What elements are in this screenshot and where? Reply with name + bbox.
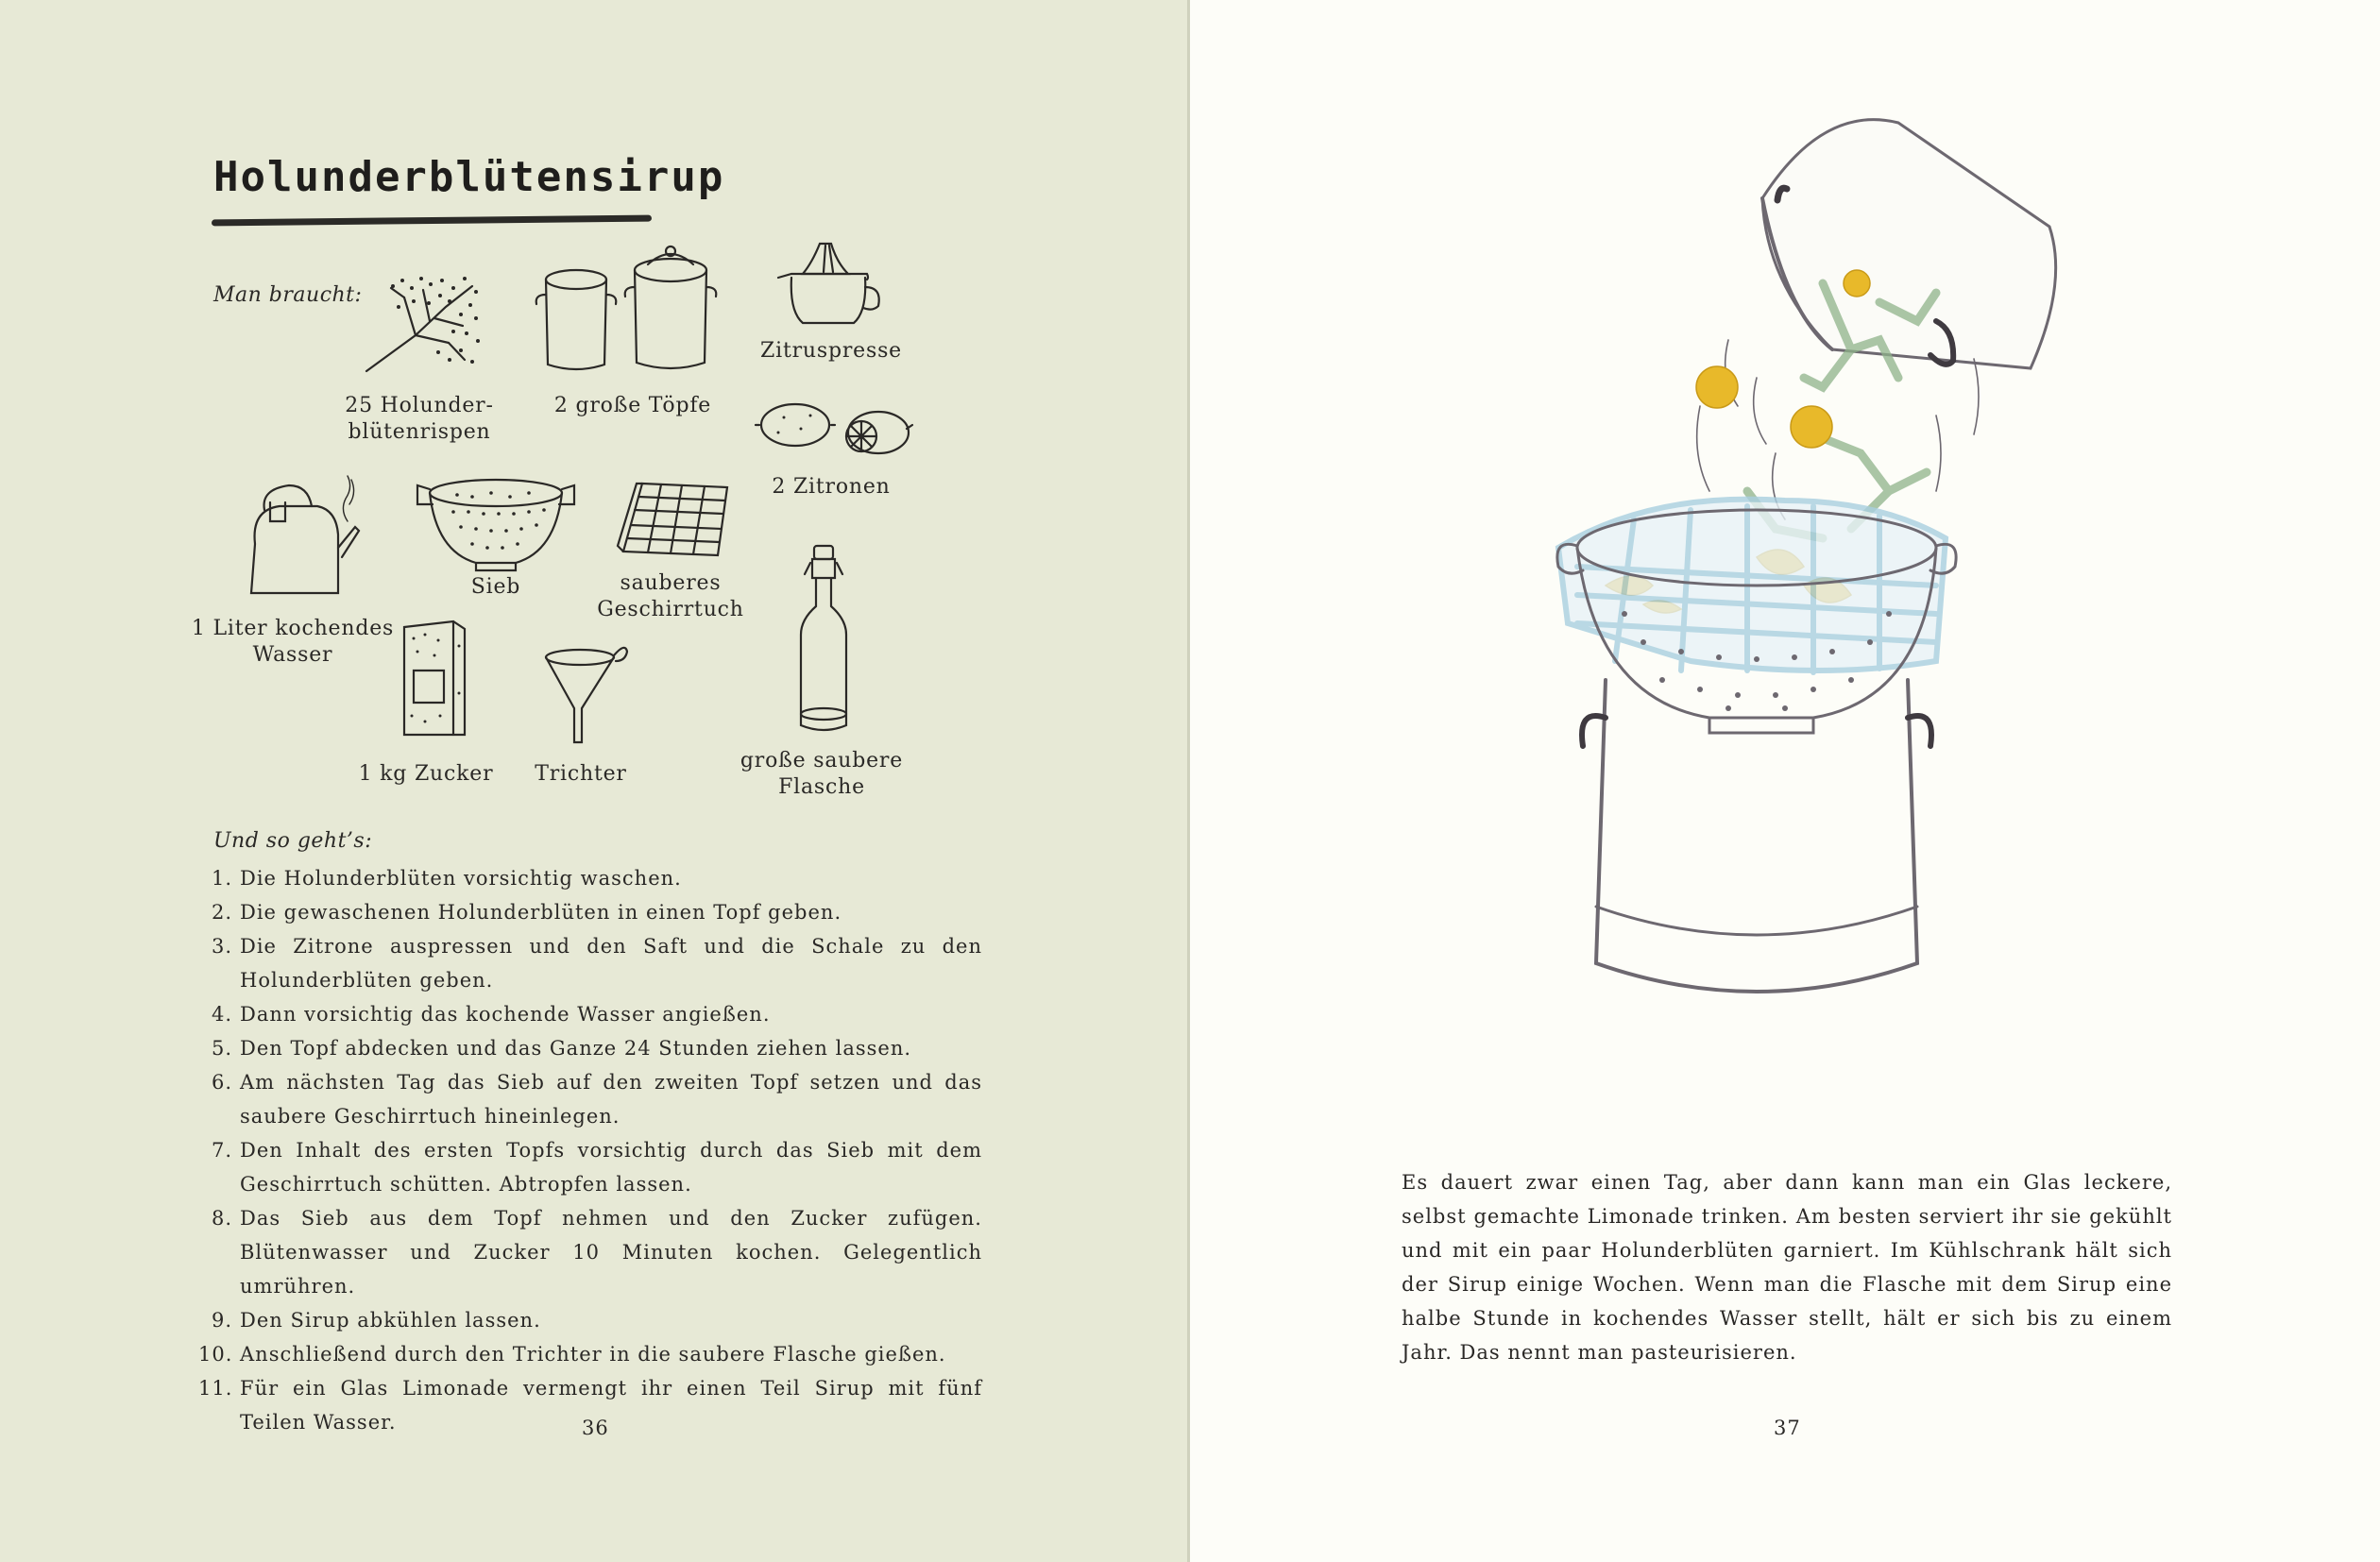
step-text: Die gewaschenen Holunderblüten in einen Topf geben. bbox=[240, 901, 842, 924]
step-text: Anschließend durch den Trichter in die saubere Flasche gießen. bbox=[240, 1343, 946, 1366]
sugar-bag-icon bbox=[397, 618, 472, 740]
kettle-icon bbox=[242, 472, 365, 604]
caption-funnel: Trichter bbox=[535, 762, 627, 786]
recipe-title: Holunderblütensirup bbox=[213, 153, 725, 201]
step-text: Das Sieb aus dem Topf nehmen und den Zucker zufügen. Blütenwasser und Zucker 10 Minuten kochen. Gelegentlich umrühren. bbox=[240, 1207, 982, 1298]
step-text: Den Sirup abkühlen lassen. bbox=[240, 1309, 541, 1332]
pouring-illustration bbox=[1539, 94, 2068, 1043]
step-text: Die Holunderblüten vorsichtig waschen. bbox=[240, 867, 682, 890]
funnel-icon bbox=[538, 642, 633, 746]
colander-icon bbox=[416, 472, 576, 576]
lemon-icon bbox=[756, 397, 916, 463]
step-6 bbox=[198, 1065, 982, 1133]
step-2 bbox=[198, 895, 982, 929]
step-5 bbox=[198, 1031, 982, 1065]
step-8 bbox=[198, 1201, 982, 1303]
step-number: 6. bbox=[211, 1071, 232, 1094]
ingredients-heading: Man braucht: bbox=[213, 283, 363, 307]
bottle-icon bbox=[791, 540, 858, 739]
closing-paragraph: Es dauert zwar einen Tag, aber dann kann man ein Glas leckere, selbst gemachte Limonade trinken. Am besten serviert ihr sie gekühlt und mit ein paar Holunderblüten garniert. Im Kühlschrank hält sich der Sirup einige Wochen. Wenn man die Flasche mit dem Sirup eine halbe Stunde in kochendes Wasser stellt, hält er sich bis zu einem Jahr. Das nennt man pasteurisieren. bbox=[1402, 1171, 2172, 1364]
caption-elderflower: 25 Holunder- blütenrispen bbox=[345, 394, 494, 444]
step-text: Den Inhalt des ersten Topfs vorsichtig durch das Sieb mit dem Geschirrtuch schütten. Abtropfen lassen. bbox=[240, 1139, 982, 1196]
caption-bottle: große saubere Flasche bbox=[740, 749, 904, 799]
caption-sieve: Sieb bbox=[470, 575, 521, 599]
elderflower-icon bbox=[359, 269, 491, 382]
step-10 bbox=[198, 1337, 982, 1371]
step-text: Dann vorsichtig das kochende Wasser angießen. bbox=[240, 1003, 771, 1026]
caption-lemons: 2 Zitronen bbox=[772, 475, 891, 499]
step-text: Für ein Glas Limonade vermengt ihr einen Teil Sirup mit fünf Teilen Wasser. bbox=[240, 1377, 982, 1434]
step-text: Am nächsten Tag das Sieb auf den zweiten Topf setzen und das saubere Geschirrtuch hineinlegen. bbox=[240, 1071, 982, 1128]
step-3 bbox=[198, 929, 982, 997]
instructions-heading: Und so geht’s: bbox=[213, 829, 373, 853]
step-number: 5. bbox=[211, 1037, 232, 1060]
instruction-list bbox=[198, 861, 982, 1439]
page-number-left: 36 bbox=[582, 1417, 609, 1439]
step-text: Den Topf abdecken und das Ganze 24 Stunden ziehen lassen. bbox=[240, 1037, 912, 1060]
pot-icon bbox=[529, 242, 727, 374]
step-number: 7. bbox=[211, 1139, 232, 1162]
step-number: 3. bbox=[211, 935, 232, 958]
caption-juicer: Zitruspresse bbox=[760, 339, 902, 363]
step-number: 1. bbox=[211, 867, 232, 890]
step-number: 10. bbox=[198, 1343, 233, 1366]
step-number: 11. bbox=[198, 1377, 233, 1400]
caption-towel: sauberes Geschirrtuch bbox=[597, 571, 744, 621]
step-number: 8. bbox=[211, 1207, 232, 1230]
caption-sugar: 1 kg Zucker bbox=[358, 762, 494, 786]
caption-water: 1 Liter kochendes Wasser bbox=[191, 617, 395, 667]
page-number-right: 37 bbox=[1774, 1417, 1801, 1439]
step-9 bbox=[198, 1303, 982, 1337]
caption-pots: 2 große Töpfe bbox=[553, 394, 712, 417]
step-number: 2. bbox=[211, 901, 232, 924]
juicer-icon bbox=[774, 236, 888, 331]
step-4 bbox=[198, 997, 982, 1031]
step-7 bbox=[198, 1133, 982, 1201]
step-1 bbox=[198, 861, 982, 895]
step-number: 9. bbox=[211, 1309, 232, 1332]
step-text: Die Zitrone auspressen und den Saft und die Schale zu den Holunderblüten geben. bbox=[240, 935, 982, 992]
step-number: 4. bbox=[211, 1003, 232, 1026]
towel-icon bbox=[614, 478, 737, 563]
